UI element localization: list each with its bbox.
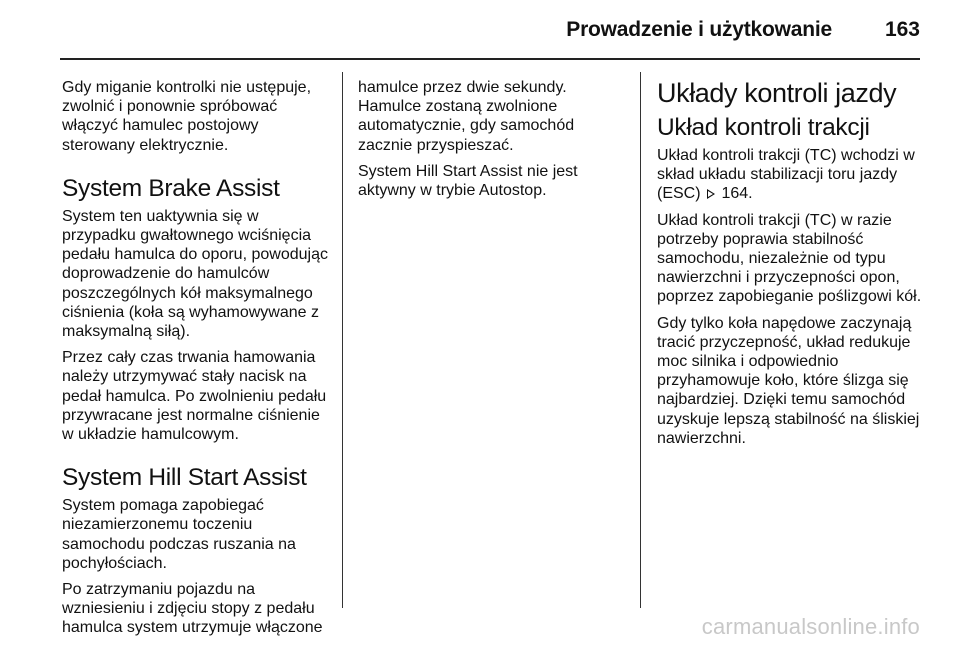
section-heading-brake-assist: System Brake Assist [62,174,280,202]
section-heading-traction-control: Układ kontroli trakcji [657,114,870,141]
column-middle [358,78,624,207]
hill-start-paragraph-1: System pomaga zapobiegać niezamierzonemu toczeniu samochodu podczas ruszania na pochyłościach. [62,497,296,572]
column-left [62,78,328,645]
page-reference-arrow-icon [707,189,715,199]
page-number: 163 [884,18,920,41]
traction-paragraph-1-text: Układ kontroli trakcji (TC) wchodzi w skład układu stabilizacji toru jazdy (ESC) [657,147,915,203]
header-title: Prowadzenie i użytkowanie [566,18,832,41]
section-heading-hill-start-assist: System Hill Start Assist [62,464,307,492]
header-rule [60,58,920,60]
watermark: carmanualsonline.info [701,614,920,639]
hill-start-paragraph-2: Po zatrzymaniu pojazdu na wzniesieniu i zdjęciu stopy z pedału hamulca system utrzymuje włączone [62,581,323,637]
page-header [0,0,960,60]
hill-start-paragraph-3: hamulce przez dwie sekundy. Hamulce zostaną zwolnione automatycznie, gdy samochód zacznie przyspieszać. [358,79,575,154]
column-divider-right [640,72,641,608]
traction-paragraph-3: Gdy tylko koła napędowe zaczynają tracić przyczepność, układ redukuje moc silnika i odpowiednio przyhamowuje koło, które ślizga się najbardziej. Dzięki temu samochód uzyskuje lepszą stabilność na śliskiej nawierzchni. [657,314,920,447]
brake-assist-paragraph-1: System ten uaktywnia się w przypadku gwałtownego wciśnięcia pedału hamulca do oporu, powodując doprowadzenie do hamulców poszczególnych kół maksymalnego ciśnienia (koła są wyhamowywane z maksymalną siłą). [62,207,328,341]
traction-paragraph-1 [657,146,927,204]
column-divider-left [342,72,343,608]
intro-paragraph: Gdy miganie kontrolki nie ustępuje, zwolnić i ponownie spróbować włączyć hamulec postojowy sterowany elektrycznie. [62,79,312,154]
page-reference-link[interactable]: 164. [721,185,753,203]
column-right [657,78,927,455]
hill-start-paragraph-4: System Hill Start Assist nie jest aktywny w trybie Autostop. [358,162,578,200]
brake-assist-paragraph-2: Przez cały czas trwania hamowania należy utrzymywać stały nacisk na pedał hamulca. Po zwolnieniu pedału przywracane jest normalne ciśnienie w układzie hamulcowym. [62,349,327,444]
traction-paragraph-2: Układ kontroli trakcji (TC) w razie potrzeby poprawia stabilność samochodu, niezależnie od typu nawierzchni i przyczepności opon, poprzez zapobieganie poślizgowi kół. [657,211,922,306]
chapter-heading-driving-control: Układy kontroli jazdy [657,78,897,108]
